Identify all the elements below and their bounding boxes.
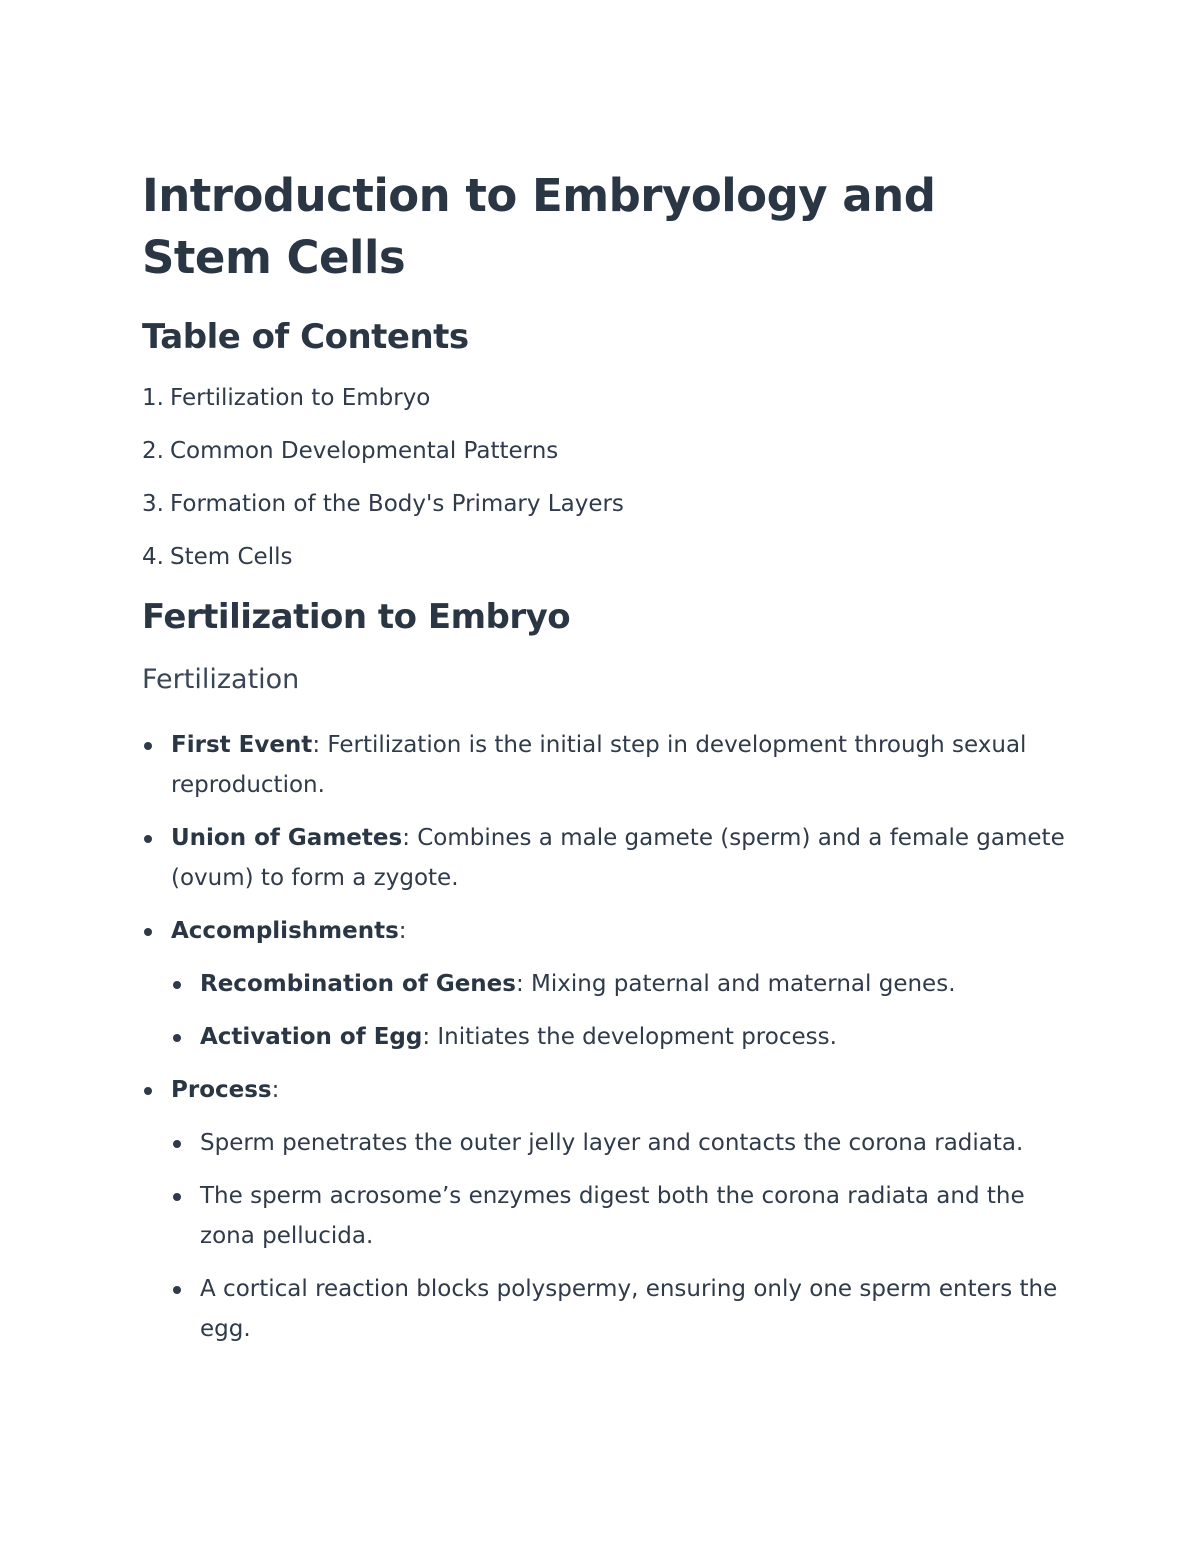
toc-item-label: Formation of the Body's Primary Layers [170, 491, 624, 517]
subsection-heading: Fertilization [142, 664, 300, 695]
bullet-dot-icon [173, 1034, 181, 1042]
list-item [171, 1269, 1072, 1349]
list-item-text: : Initiates the development process. [422, 1024, 837, 1050]
bullet-dot-icon [144, 1087, 152, 1095]
toc-item[interactable] [142, 488, 1072, 521]
document-title: Introduction to Embryology and Stem Cells [142, 169, 936, 284]
list-item-term: Accomplishments [171, 918, 399, 944]
bullet-dot-icon [144, 835, 152, 843]
bullet-dot-icon [173, 1140, 181, 1148]
list-item [171, 964, 1072, 1004]
toc-item-number: 1. [142, 385, 164, 411]
toc-item[interactable] [142, 541, 1072, 574]
toc-item-label: Common Developmental Patterns [170, 438, 559, 464]
list-item-text: The sperm acrosome’s enzymes digest both the corona radiata and the zona pellucida. [200, 1183, 1025, 1249]
toc-item-number: 4. [142, 544, 164, 570]
list-item [171, 1123, 1072, 1163]
list-item-text: : [271, 1077, 280, 1103]
list-item-text: : [398, 918, 407, 944]
list-item-text: : Combines a male gamete (sperm) and a female gamete (ovum) to form a zygote. [171, 825, 1065, 891]
bullet-list [142, 725, 1072, 1349]
toc-item[interactable] [142, 382, 1072, 415]
bullet-dot-icon [173, 981, 181, 989]
list-item [142, 818, 1072, 898]
toc-heading: Table of Contents [142, 317, 469, 357]
list-item-term: Process [171, 1077, 272, 1103]
list-item [142, 911, 1072, 1057]
bullet-dot-icon [173, 1286, 181, 1294]
list-item [171, 1176, 1072, 1256]
toc-item-label: Stem Cells [170, 544, 293, 570]
list-item-text: A cortical reaction blocks polyspermy, ensuring only one sperm enters the egg. [200, 1276, 1058, 1342]
list-item [142, 725, 1072, 805]
table-of-contents [142, 382, 1072, 574]
list-item [142, 1070, 1072, 1349]
list-item [171, 1017, 1072, 1057]
toc-item-number: 3. [142, 491, 164, 517]
bullet-dot-icon [173, 1193, 181, 1201]
document-page [142, 165, 1072, 1362]
list-item-text: : Fertilization is the initial step in development through sexual reproduction. [171, 732, 1027, 798]
list-item-term: First Event [171, 732, 313, 758]
nested-bullet-list [171, 964, 1072, 1057]
list-item-term: Union of Gametes [171, 825, 403, 851]
toc-item-label: Fertilization to Embryo [170, 385, 431, 411]
list-item-text: Sperm penetrates the outer jelly layer and contacts the corona radiata. [200, 1130, 1024, 1156]
list-item-term: Recombination of Genes [200, 971, 516, 997]
list-item-term: Activation of Egg [200, 1024, 423, 1050]
section-heading: Fertilization to Embryo [142, 597, 571, 637]
bullet-dot-icon [144, 742, 152, 750]
toc-item-number: 2. [142, 438, 164, 464]
list-item-text: : Mixing paternal and maternal genes. [515, 971, 956, 997]
toc-item[interactable] [142, 435, 1072, 468]
nested-bullet-list [171, 1123, 1072, 1349]
bullet-dot-icon [144, 928, 152, 936]
